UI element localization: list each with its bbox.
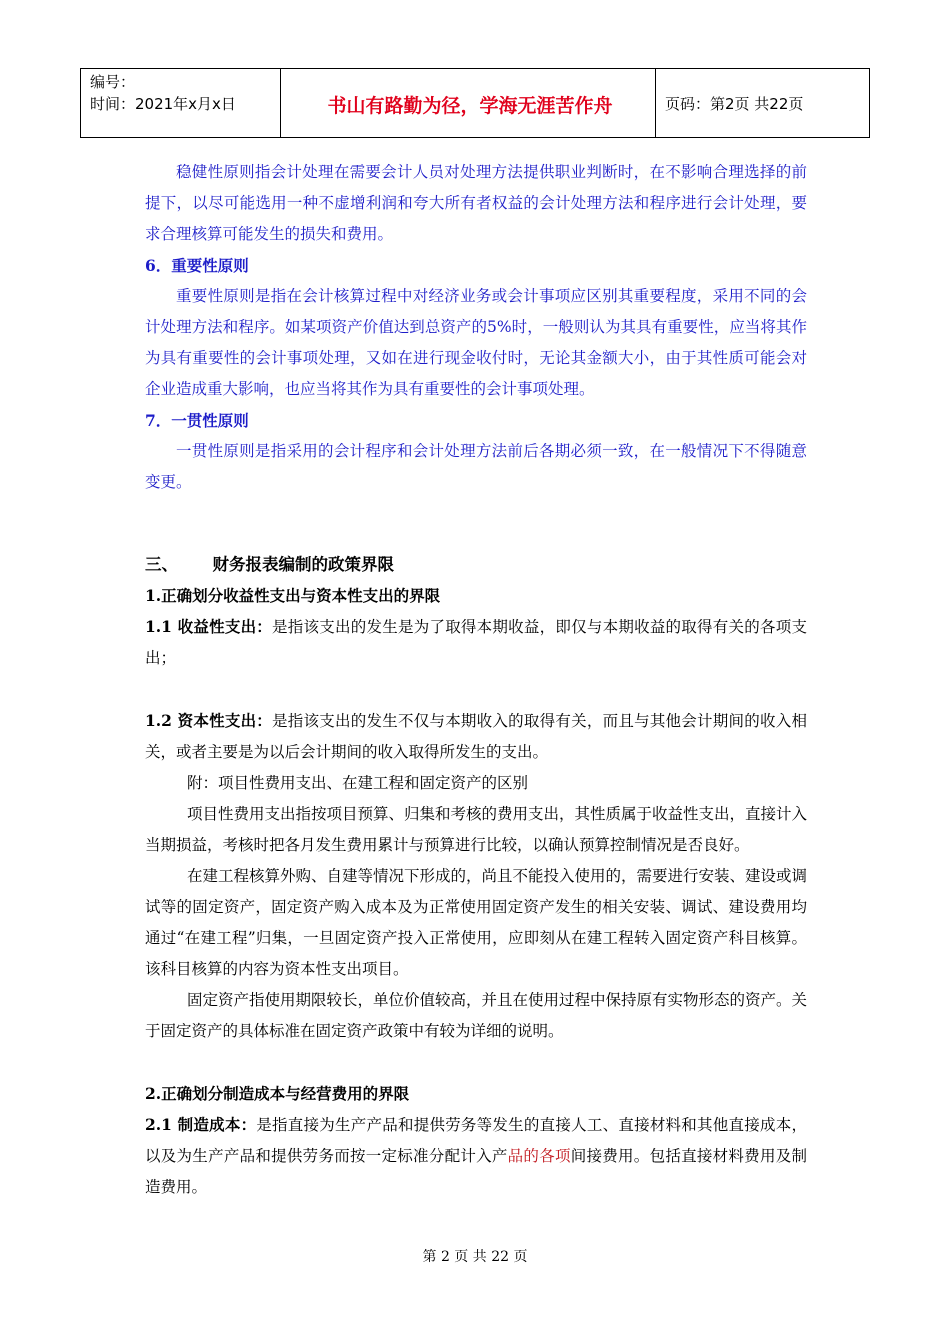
label-2-1: 2.1 制造成本： (145, 1115, 257, 1134)
header-border-right (869, 69, 870, 137)
label-1-1: 1.1 收益性支出： (145, 617, 273, 636)
paragraph-consistency: 一贯性原则是指采用的会计程序和会计处理方法前后各期必须一致，在一般情况下不得随意变更。 (145, 442, 807, 491)
text-1-2: 是指该支出的发生不仅与本期收入的取得有关，而且与其他会计期间的收入相关，或者主要是为以后会计期间的收入取得所发生的支出。 (145, 712, 807, 761)
paragraph-1-2 (145, 705, 807, 768)
heading-materiality: 6．重要性原则 (145, 256, 249, 275)
text-2-1-b: 间接费用。包括直接材料费用及制造费用。 (145, 1147, 807, 1196)
heading-consistency: 7．一贯性原则 (145, 411, 249, 430)
document-body (145, 157, 807, 1203)
header-page-info: 页码：第2页 共22页 (665, 95, 804, 113)
section-heading-3: 三、 财务报表编制的政策界限 (145, 555, 394, 574)
paragraph-1-1 (145, 611, 807, 674)
paragraph-2-1 (145, 1109, 807, 1203)
paragraph-prudence: 稳健性原则指会计处理在需要会计人员对处理方法提供职业判断时，在不影响合理选择的前提下，以尽可能选用一种不虚增利润和夸大所有者权益的会计处理方法和程序进行会计处理，要求合理核算可能发生的损失和费用。 (145, 163, 807, 243)
subheading-2: 2.正确划分制造成本与经营费用的界限 (145, 1084, 410, 1103)
spacer (145, 498, 807, 529)
header-motto: 书山有路勤为径，学海无涯苦作舟 (327, 95, 613, 117)
text-2-1-red: 品的各项 (507, 1147, 571, 1165)
page-header (80, 68, 870, 138)
appendix-note: 附：项目性费用支出、在建工程和固定资产的区别 (187, 774, 529, 792)
header-meta (90, 71, 236, 115)
paragraph-fixed-assets: 固定资产指使用期限较长，单位价值较高，并且在使用过程中保持原有实物形态的资产。关于固定资产的具体标准在固定资产政策中有较为详细的说明。 (145, 991, 808, 1040)
text-1-1: 是指该支出的发生是为了取得本期收益，即仅与本期收益的取得有关的各项支出； (145, 618, 807, 667)
label-1-2: 1.2 资本性支出： (145, 711, 273, 730)
text-2-1-a: 是指直接为生产产品和提供劳务等发生的直接人工、直接材料和其他直接成本，以及为生产产品和提供劳务而按一定标准分配计入产 (145, 1116, 807, 1165)
header-border-left (80, 69, 81, 137)
spacer (145, 529, 807, 549)
subheading-1: 1.正确划分收益性支出与资本性支出的界限 (145, 586, 441, 605)
paragraph-materiality: 重要性原则是指在会计核算过程中对经济业务或会计事项应区别其重要程度，采用不同的会计处理方法和程序。如某项资产价值达到总资产的5%时，一般则认为其具有重要性，应当将其作为具有重要性的会计事项处理，又如在进行现金收付时，无论其金额大小，由于其性质可能会对企业造成重大影响，也应当将其作为具有重要性的会计事项处理。 (145, 287, 807, 398)
paragraph-construction: 在建工程核算外购、自建等情况下形成的，尚且不能投入使用的，需要进行安装、建设或调试等的固定资产，固定资产购入成本及为正常使用固定资产发生的相关安装、调试、建设费用均通过“在建工程”归集，一旦固定资产投入正常使用，应即刻从在建工程转入固定资产科目核算。该科目核算的内容为资本性支出项目。 (145, 867, 808, 978)
spacer (145, 1047, 807, 1078)
header-date: 时间：2021年x月x日 (90, 95, 236, 113)
spacer (145, 674, 807, 705)
paragraph-project-expense: 项目性费用支出指按项目预算、归集和考核的费用支出，其性质属于收益性支出，直接计入当期损益，考核时把各月发生费用累计与预算进行比较，以确认预算控制情况是否良好。 (145, 805, 808, 854)
page-footer: 第 2 页 共 22 页 (422, 1249, 528, 1265)
header-number: 编号： (90, 73, 136, 91)
